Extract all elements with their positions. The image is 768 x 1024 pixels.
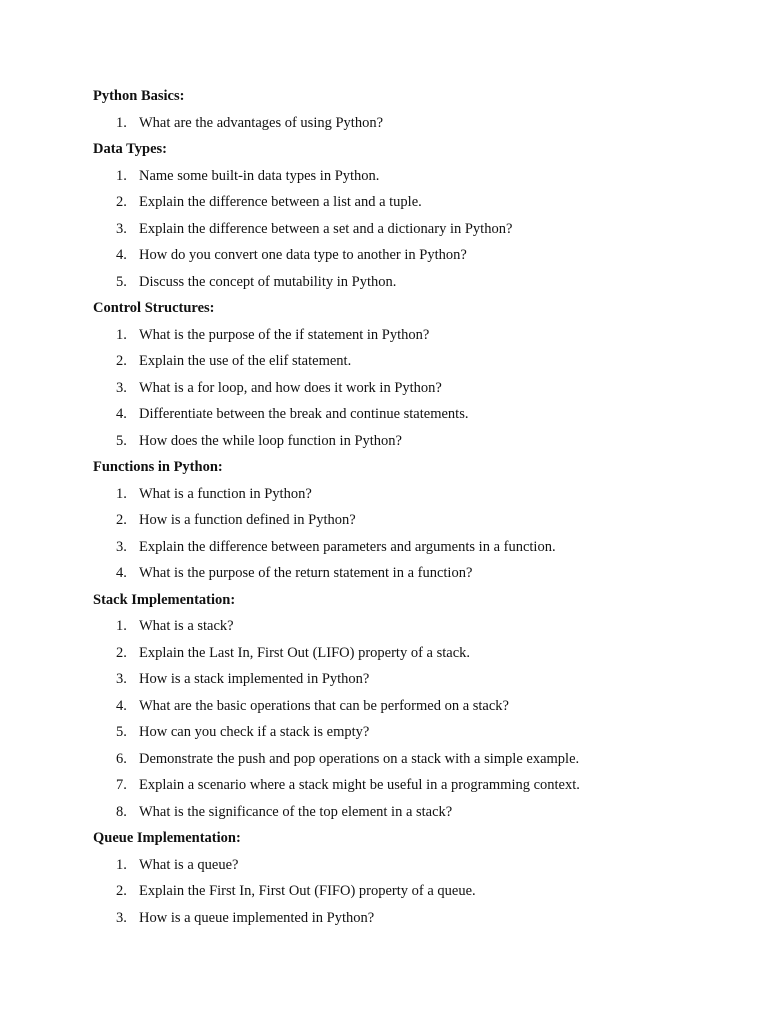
question-list xyxy=(93,855,693,928)
question-number: 3. xyxy=(116,379,127,396)
question-number: 2. xyxy=(116,883,127,899)
question-number: 4. xyxy=(116,406,127,422)
question-list xyxy=(93,325,693,451)
question-text: What is the purpose of the return statement in a function? xyxy=(139,565,473,581)
question-text: Explain the difference between a list and a tuple. xyxy=(139,194,422,210)
question-number: 8. xyxy=(116,803,127,820)
question-number: 1. xyxy=(116,856,127,873)
section-heading: Data Types: xyxy=(93,141,167,157)
question-item xyxy=(93,696,693,716)
question-text: Differentiate between the break and continue statements. xyxy=(139,406,469,422)
question-number: 1. xyxy=(116,326,127,343)
question-item xyxy=(93,669,693,689)
question-list xyxy=(93,484,693,584)
question-item xyxy=(93,855,693,875)
question-list xyxy=(93,166,693,292)
question-text: What is a for loop, and how does it work in Python? xyxy=(139,379,442,396)
question-number: 2. xyxy=(116,353,127,369)
question-number: 1. xyxy=(116,618,127,634)
question-text: Name some built-in data types in Python. xyxy=(139,167,380,184)
question-number: 5. xyxy=(116,432,127,449)
question-number: 2. xyxy=(116,194,127,210)
question-text: Explain a scenario where a stack might be useful in a programming context. xyxy=(139,777,580,793)
question-number: 3. xyxy=(116,671,127,687)
question-text: How does the while loop function in Python? xyxy=(139,432,402,449)
question-item xyxy=(93,219,693,239)
section-heading: Python Basics: xyxy=(93,88,185,104)
question-number: 5. xyxy=(116,724,127,740)
question-number: 1. xyxy=(116,485,127,502)
section-heading: Functions in Python: xyxy=(93,459,223,475)
question-number: 1. xyxy=(116,167,127,184)
question-item xyxy=(93,431,693,451)
question-text: Explain the First In, First Out (FIFO) property of a queue. xyxy=(139,883,476,899)
question-text: What is the purpose of the if statement in Python? xyxy=(139,326,430,343)
question-number: 3. xyxy=(116,538,127,555)
question-item xyxy=(93,510,693,530)
question-item xyxy=(93,537,693,557)
question-item xyxy=(93,775,693,795)
question-number: 3. xyxy=(116,220,127,237)
question-text: What is a stack? xyxy=(139,618,234,634)
question-text: What is the significance of the top element in a stack? xyxy=(139,803,453,820)
question-item xyxy=(93,272,693,292)
question-number: 6. xyxy=(116,750,127,767)
question-number: 7. xyxy=(116,777,127,793)
section-heading: Stack Implementation: xyxy=(93,591,236,608)
question-number: 4. xyxy=(116,247,127,263)
question-item xyxy=(93,166,693,186)
question-text: How is a function defined in Python? xyxy=(139,512,356,528)
question-item xyxy=(93,404,693,424)
question-item xyxy=(93,245,693,265)
question-number: 5. xyxy=(116,273,127,290)
document-page xyxy=(93,86,693,934)
question-number: 4. xyxy=(116,697,127,714)
question-item xyxy=(93,563,693,583)
question-item xyxy=(93,113,693,133)
question-text: How can you check if a stack is empty? xyxy=(139,724,370,740)
question-item xyxy=(93,484,693,504)
question-text: What is a function in Python? xyxy=(139,485,312,502)
question-item xyxy=(93,908,693,928)
question-text: Explain the use of the elif statement. xyxy=(139,353,352,369)
question-number: 3. xyxy=(116,909,127,926)
question-item xyxy=(93,616,693,636)
question-item xyxy=(93,325,693,345)
question-text: Explain the Last In, First Out (LIFO) property of a stack. xyxy=(139,644,471,661)
question-list xyxy=(93,113,693,133)
question-item xyxy=(93,351,693,371)
question-item xyxy=(93,802,693,822)
question-number: 4. xyxy=(116,565,127,581)
question-item xyxy=(93,192,693,212)
question-text: Explain the difference between parameters and arguments in a function. xyxy=(139,538,556,555)
section-heading: Control Structures: xyxy=(93,300,215,316)
question-text: How do you convert one data type to another in Python? xyxy=(139,247,467,263)
question-text: What are the advantages of using Python? xyxy=(139,114,384,131)
question-text: What is a queue? xyxy=(139,856,239,873)
question-list xyxy=(93,616,693,822)
question-text: How is a queue implemented in Python? xyxy=(139,909,375,926)
question-text: Explain the difference between a set and a dictionary in Python? xyxy=(139,220,513,237)
question-number: 2. xyxy=(116,644,127,661)
question-item xyxy=(93,378,693,398)
question-item xyxy=(93,722,693,742)
question-item xyxy=(93,749,693,769)
question-item xyxy=(93,643,693,663)
question-text: Demonstrate the push and pop operations on a stack with a simple example. xyxy=(139,750,580,767)
question-item xyxy=(93,881,693,901)
question-number: 1. xyxy=(116,114,127,131)
question-text: How is a stack implemented in Python? xyxy=(139,671,370,687)
section-heading: Queue Implementation: xyxy=(93,830,241,846)
question-text: What are the basic operations that can be performed on a stack? xyxy=(139,697,509,714)
question-number: 2. xyxy=(116,512,127,528)
question-text: Discuss the concept of mutability in Python. xyxy=(139,273,397,290)
